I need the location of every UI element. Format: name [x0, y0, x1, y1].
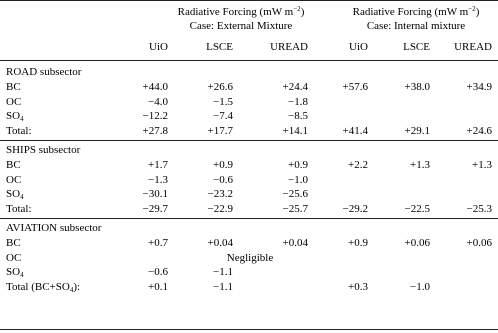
- table-cell: −1.5: [213, 95, 233, 108]
- table-cell: −8.5: [288, 110, 308, 123]
- row-label: Total:: [6, 202, 32, 215]
- table-cell: Negligible: [226, 251, 274, 264]
- group1-case: Case: External Mixture: [189, 20, 293, 32]
- row-label: OC: [6, 173, 22, 186]
- table-cell: −23.2: [207, 188, 233, 201]
- group2-title: Radiative Forcing (mW $m^{-2}$): [352, 5, 480, 18]
- table-cell: −22.5: [404, 202, 430, 215]
- table-cell: −7.4: [213, 110, 233, 123]
- table-cell: −1.3: [148, 173, 168, 186]
- table-cell: +1.7: [148, 159, 168, 172]
- table-cell: −30.1: [142, 188, 168, 201]
- row-label: BC: [6, 159, 21, 172]
- table-cell: +0.04: [282, 237, 308, 250]
- table-cell: +44.0: [142, 81, 168, 94]
- table-cell: −1.1: [213, 280, 233, 293]
- row-label: $SO_4$: [6, 110, 24, 124]
- col-header: UiO: [149, 41, 168, 53]
- table-cell: +1.3: [472, 159, 492, 172]
- col-header: UREAD: [454, 41, 492, 53]
- table-cell: −0.6: [148, 266, 168, 279]
- table-cell: +0.9: [288, 159, 308, 172]
- section-title: AVIATION subsector: [6, 222, 102, 234]
- col-header: UREAD: [270, 41, 308, 53]
- table-cell: −22.9: [207, 202, 233, 215]
- table-cell: +26.6: [207, 81, 233, 94]
- table-cell: +34.9: [466, 81, 492, 94]
- col-header: LSCE: [206, 41, 233, 53]
- table-cell: +14.1: [282, 124, 308, 137]
- section-title: SHIPS subsector: [6, 144, 81, 156]
- col-header: LSCE: [403, 41, 430, 53]
- table-cell: −4.0: [148, 95, 168, 108]
- table-cell: +2.2: [348, 159, 368, 172]
- table-cell: +38.0: [404, 81, 430, 94]
- row-label: $SO_4$: [6, 188, 24, 202]
- table-cell: −1.1: [213, 266, 233, 279]
- table-cell: −25.7: [282, 202, 308, 215]
- table-cell: +27.8: [142, 124, 168, 137]
- section-rule: [0, 140, 498, 141]
- row-label: OC: [6, 251, 22, 264]
- table-cell: −12.2: [142, 110, 168, 123]
- table-cell: +0.06: [404, 237, 430, 250]
- col-header: UiO: [349, 41, 368, 53]
- table-cell: +29.1: [404, 124, 430, 137]
- row-label: Total:: [6, 124, 32, 137]
- group1-title: Radiative Forcing (mW $m^{-2}$): [177, 5, 305, 18]
- group2-case: Case: Internal mixture: [366, 20, 466, 32]
- row-label: BC: [6, 81, 21, 94]
- table-cell: −1.0: [288, 173, 308, 186]
- table-cell: −0.6: [213, 173, 233, 186]
- table-cell: +0.04: [207, 237, 233, 250]
- table-cell: −29.7: [142, 202, 168, 215]
- table-cell: +0.06: [466, 237, 492, 250]
- bottom-rule: [0, 329, 498, 330]
- section-title: ROAD subsector: [6, 66, 82, 78]
- table-cell: −1.0: [410, 280, 430, 293]
- row-label: OC: [6, 95, 22, 108]
- row-label: Total $(BC+SO_4)$:: [6, 280, 81, 294]
- table-cell: −25.3: [466, 202, 492, 215]
- table-cell: +0.9: [213, 159, 233, 172]
- top-rule: [0, 0, 498, 1]
- table-cell: +1.3: [410, 159, 430, 172]
- table-cell: +41.4: [342, 124, 368, 137]
- header-rule: [0, 60, 498, 61]
- table-cell: +24.4: [282, 81, 308, 94]
- table-cell: +0.9: [348, 237, 368, 250]
- section-rule: [0, 218, 498, 219]
- table-cell: +24.6: [466, 124, 492, 137]
- table-cell: −25.6: [282, 188, 308, 201]
- table-cell: +57.6: [342, 81, 368, 94]
- row-label: BC: [6, 237, 21, 250]
- table-cell: +17.7: [207, 124, 233, 137]
- table-cell: +0.3: [348, 280, 368, 293]
- table-cell: −29.2: [342, 202, 368, 215]
- table-cell: +0.1: [148, 280, 168, 293]
- row-label: $SO_4$: [6, 266, 24, 280]
- table-cell: +0.7: [148, 237, 168, 250]
- table-cell: −1.8: [288, 95, 308, 108]
